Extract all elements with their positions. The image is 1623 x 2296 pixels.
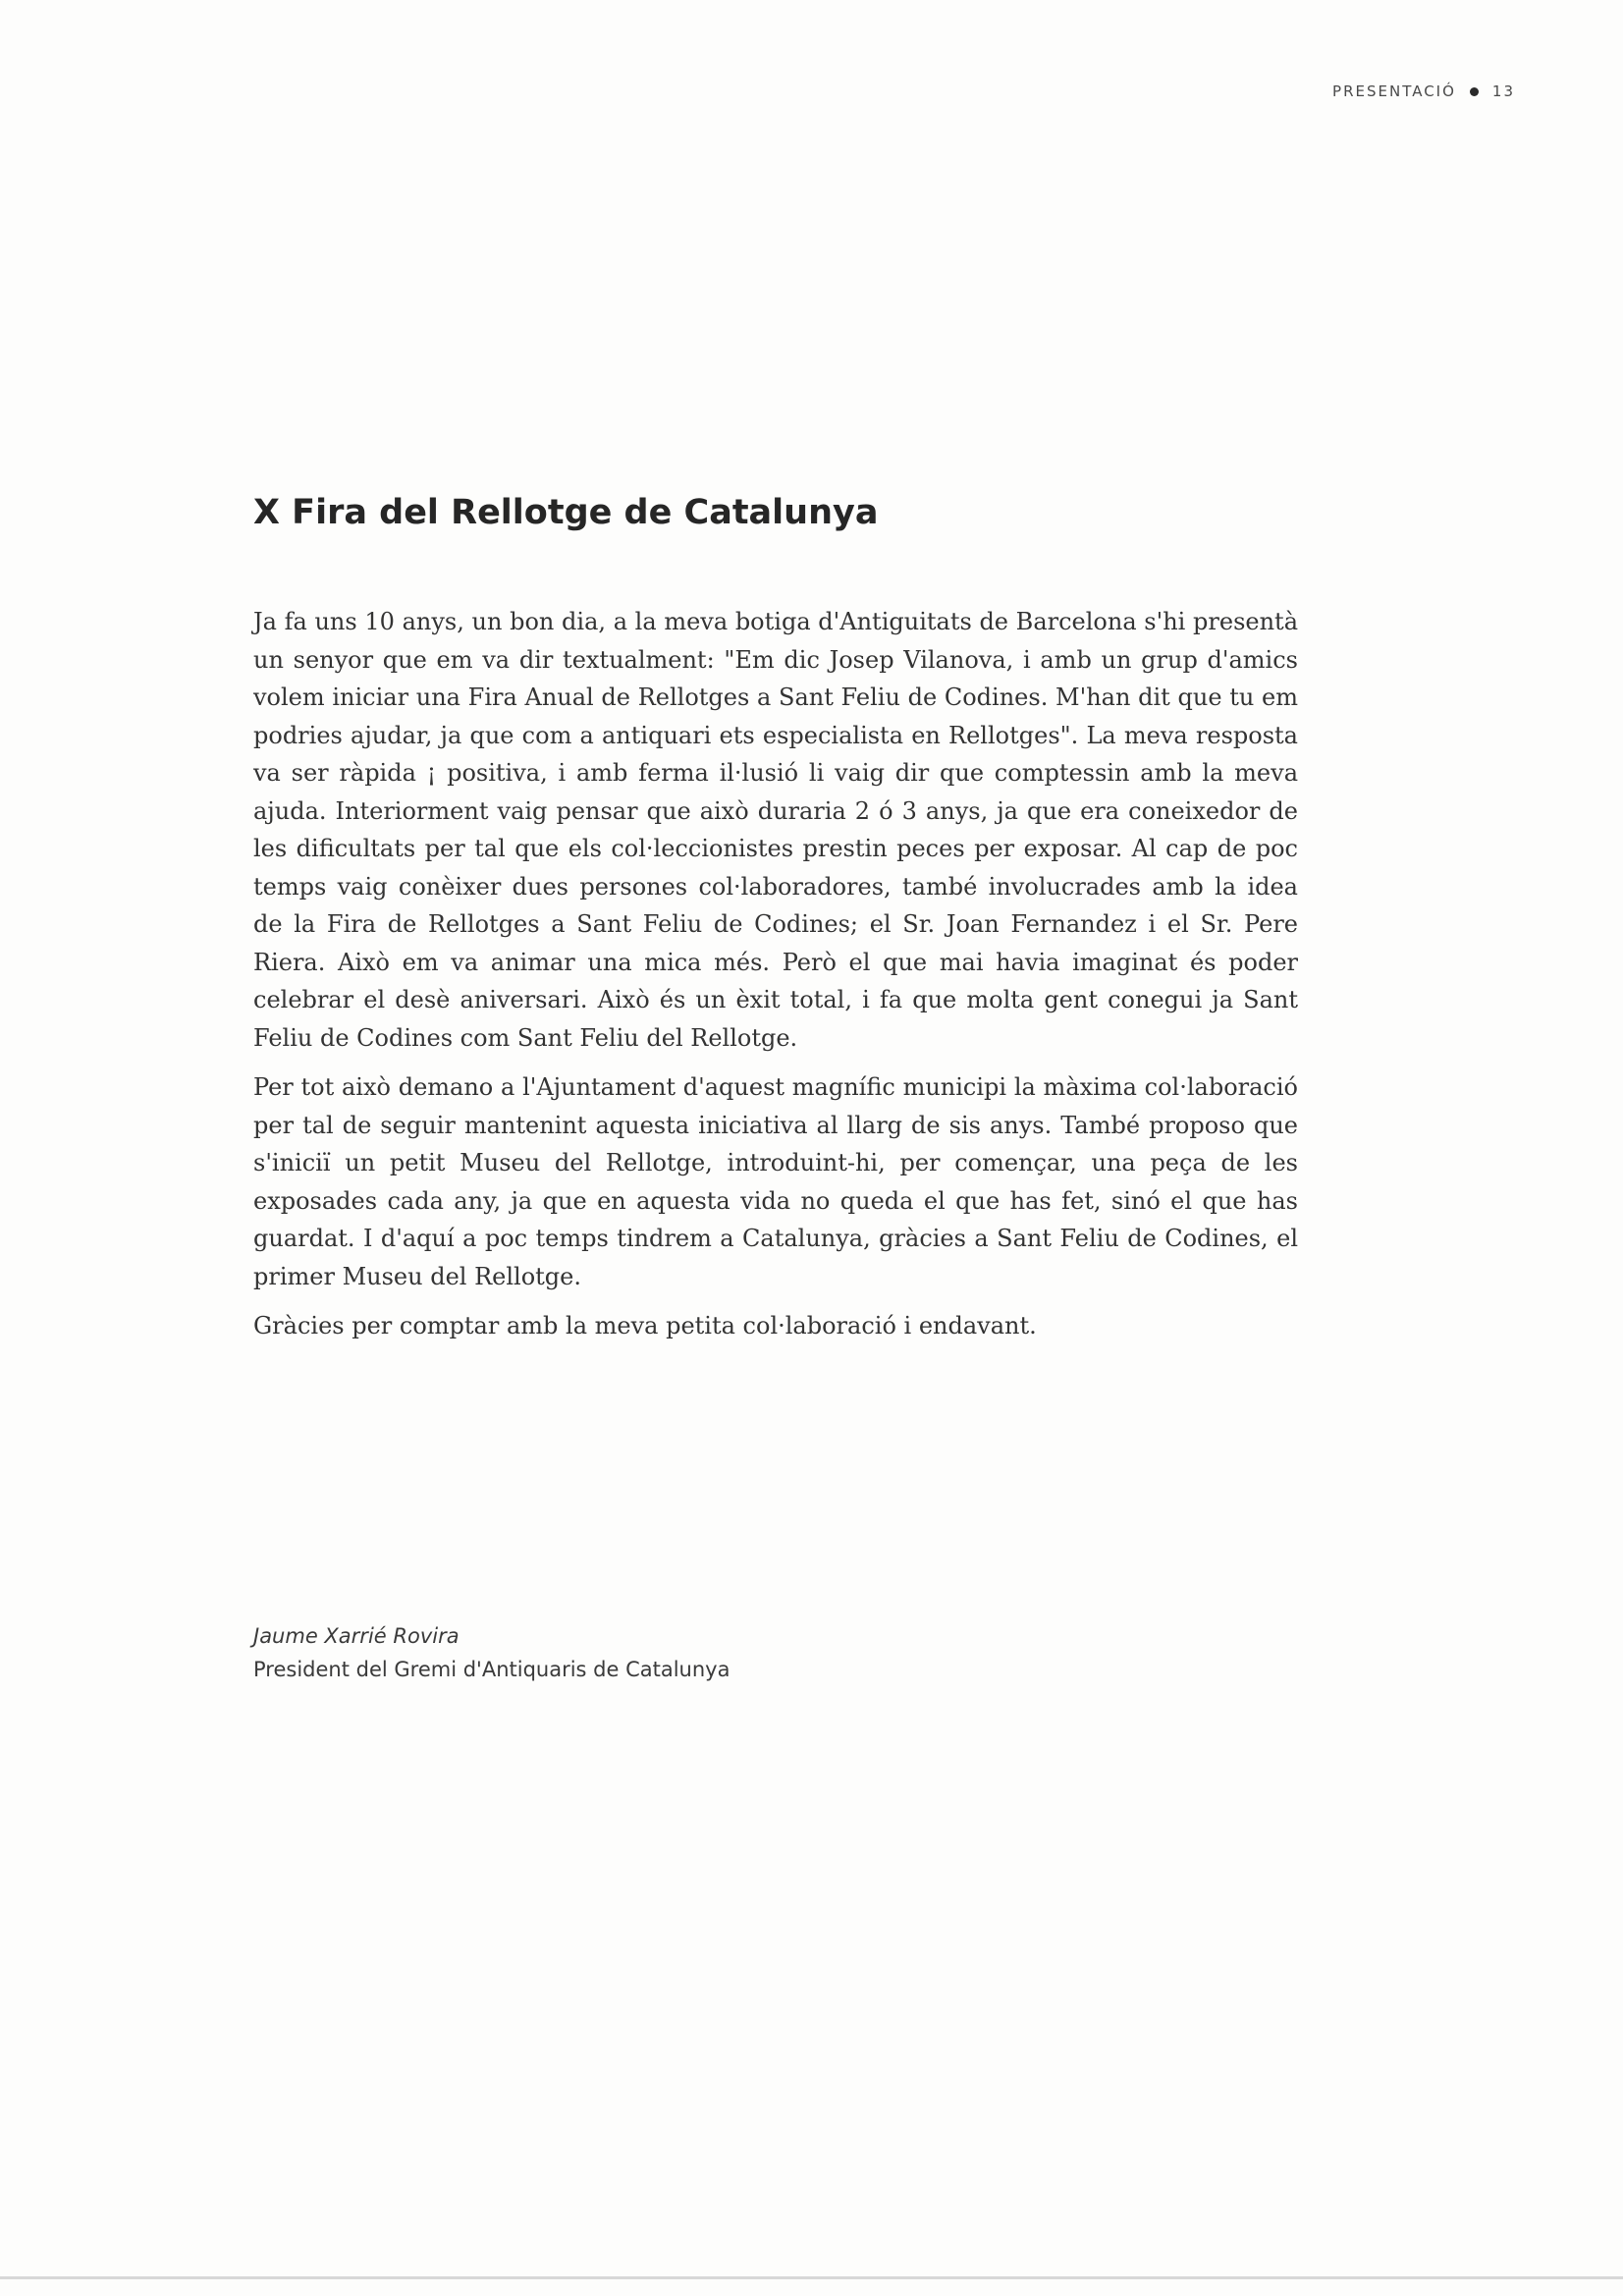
body-paragraph: Ja fa uns 10 anys, un bon dia, a la meva botiga d'Antiguitats de Barcelona s'hi presentà un senyor que em va dir textualment: "Em dic Josep Vilanova, i amb un grup d'amics volem iniciar una Fira Anual de Rellotges a Sant Feliu de Codines. M'han dit que tu em podries ajudar, ja que com a antiquari ets especialista en Rellotges". La meva resposta va ser ràpida ¡ positiva, i amb ferma il·lusió li vaig dir que comptessin amb la meva ajuda. Interiorment vaig pensar que això duraria 2 ó 3 anys, ja que era coneixedor de les dificultats per tal que els col·leccionistes prestin peces per exposar. Al cap de poc temps vaig conèixer dues persones col·laboradores, també involucrades amb la idea de la Fira de Rellotges a Sant Feliu de Codines; el Sr. Joan Fernandez i el Sr. Pere Riera. Això em va animar una mica més. Però el que mai havia imaginat és poder celebrar el desè aniversari. Això és un èxit total, i fa que molta gent conegui ja Sant Feliu de Codines com Sant Feliu del Rellotge. — [253, 608, 1298, 1052]
running-head — [1332, 82, 1515, 100]
body-paragraph: Gràcies per comptar amb la meva petita col·laboració i endavant. — [253, 1312, 1037, 1339]
body-paragraph: Per tot això demano a l'Ajuntament d'aquest magnífic municipi la màxima col·laboració per tal de seguir mantenint aquesta iniciativa al llarg de sis anys. També proposo que s'iniciï un petit Museu del Rellotge, introduint-hi, per començar, una peça de les exposades cada any, ja que en aquesta vida no queda el que has fet, sinó el que has guardat. I d'aquí a poc temps tindrem a Catalunya, gràcies a Sant Feliu de Codines, el primer Museu del Rellotge. — [253, 1073, 1298, 1290]
author-role: President del Gremi d'Antiquaris de Catalunya — [253, 1658, 730, 1681]
article-body — [253, 603, 1298, 1357]
author-name: Jaume Xarrié Rovira — [253, 1624, 460, 1648]
signature-block — [253, 1619, 730, 1686]
page-edge-divider — [0, 2276, 1623, 2279]
bullet-icon — [1470, 87, 1479, 96]
page-number: 13 — [1491, 82, 1515, 100]
section-label: PRESENTACIÓ — [1332, 82, 1456, 100]
article-title: X Fira del Rellotge de Catalunya — [253, 493, 879, 532]
